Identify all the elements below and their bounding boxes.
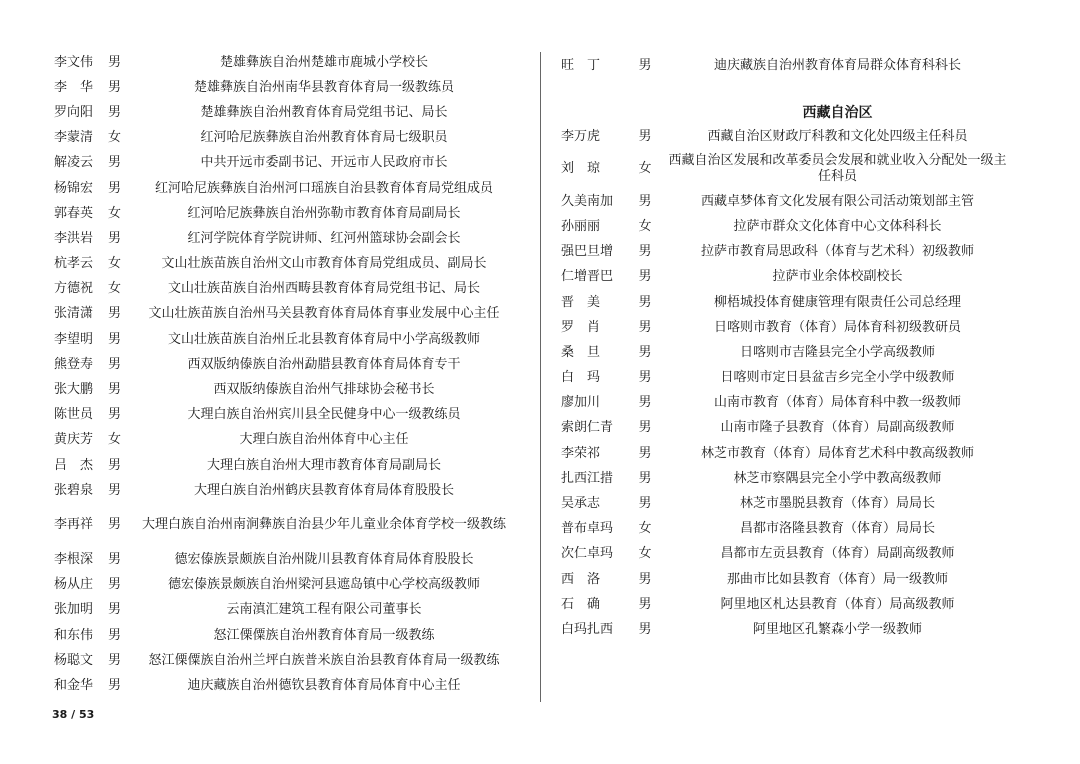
person-title: 拉萨市群众文化体育中心文体科科长: [733, 218, 942, 234]
person-name: 方德祝: [54, 281, 94, 297]
table-row: [555, 441, 1010, 466]
person-name: 杨从庄: [54, 577, 94, 593]
person-name: 刘 琼: [561, 161, 601, 177]
person-gender: 男: [108, 517, 122, 533]
table-row: [40, 50, 510, 75]
person-name: 李根深: [54, 551, 94, 567]
person-gender: 男: [108, 54, 122, 70]
person-title: 大理白族自治州南涧彝族自治县少年儿童业余体育学校一级教练: [141, 517, 506, 533]
person-name: 李 华: [54, 79, 94, 95]
person-title: 西藏自治区财政厅科教和文化处四级主任科员: [707, 128, 968, 144]
section-heading-tibet: 西藏自治区: [802, 105, 873, 121]
person-name: 白 玛: [561, 370, 601, 386]
person-name: 旺 丁: [561, 58, 601, 73]
person-gender: 女: [108, 205, 122, 221]
person-name: 杨锦宏: [54, 180, 94, 196]
table-row: [555, 149, 1010, 189]
table-row: [40, 377, 510, 402]
table-row: [40, 478, 510, 503]
person-gender: 男: [108, 627, 122, 643]
person-title: 文山壮族苗族自治州马关县教育体育局体育事业发展中心主任: [148, 306, 500, 322]
person-title: 那曲市比如县教育（体育）局一级教师: [726, 571, 948, 587]
person-title: 林芝市察隅县完全小学中教高级教师: [733, 470, 942, 486]
person-gender: 男: [638, 496, 652, 512]
table-row: [40, 352, 510, 377]
person-title: 德宏傣族景颇族自治州梁河县遮岛镇中心学校高级教师: [167, 577, 480, 593]
person-title: 昌都市左贡县教育（体育）局副高级教师: [720, 546, 955, 562]
table-row: [40, 453, 510, 478]
table-row: [555, 592, 1010, 617]
person-name: 廖加川: [561, 395, 601, 411]
person-gender: 男: [638, 596, 652, 612]
person-title: 大理白族自治州体育中心主任: [239, 432, 409, 448]
person-name: 解凌云: [54, 155, 94, 171]
person-title: 日喀则市教育（体育）局体育科初级教研员: [713, 319, 961, 335]
person-name: 杭孝云: [54, 256, 94, 272]
person-name: 和东伟: [54, 627, 94, 643]
left-column: [40, 50, 510, 699]
person-title: 阿里地区孔繁森小学一级教师: [752, 621, 922, 637]
person-gender: 男: [108, 180, 122, 196]
table-row: [555, 366, 1010, 391]
person-title: 怒江傈僳族自治州兰坪白族普米族自治县教育体育局一级教练: [148, 652, 500, 668]
person-gender: 男: [108, 104, 122, 120]
person-gender: 男: [638, 344, 652, 360]
person-gender: 男: [638, 395, 652, 411]
person-name: 仁增晋巴: [561, 269, 614, 285]
person-name: 晋 美: [561, 294, 601, 310]
person-title: 西藏自治区发展和改革委员会发展和就业收入分配处一级主任科员: [668, 153, 1007, 185]
person-name: 强巴旦增: [561, 244, 614, 260]
table-row: [40, 598, 510, 623]
person-title: 拉萨市教育局思政科（体育与艺术科）初级教师: [700, 244, 974, 260]
page-number: 38 / 53: [52, 708, 95, 721]
person-name: 李望明: [54, 331, 94, 347]
person-gender: 男: [108, 457, 122, 473]
person-name: 西 洛: [561, 571, 601, 587]
person-gender: 男: [108, 79, 122, 95]
table-row: [40, 201, 510, 226]
person-title: 大理白族自治州鹤庆县教育体育局体育股股长: [193, 482, 454, 498]
table-row: [555, 189, 1010, 214]
person-title: 迪庆藏族自治州教育体育局群众体育科科长: [713, 58, 961, 73]
person-name: 吴承志: [561, 496, 601, 512]
person-gender: 男: [108, 306, 122, 322]
person-gender: 男: [638, 445, 652, 461]
table-row: [40, 673, 510, 698]
person-gender: 女: [108, 432, 122, 448]
table-row: [40, 573, 510, 598]
person-gender: 女: [638, 546, 652, 562]
person-title: 楚雄彝族自治州南华县教育体育局一级教练员: [193, 79, 454, 95]
person-title: 西双版纳傣族自治州气排球协会秘书长: [213, 382, 435, 398]
person-title: 拉萨市业余体校副校长: [772, 269, 903, 285]
table-row: [40, 277, 510, 302]
person-gender: 男: [108, 331, 122, 347]
person-gender: 男: [108, 677, 122, 693]
person-gender: 男: [108, 407, 122, 423]
person-name: 李荣祁: [561, 445, 601, 461]
person-gender: 男: [638, 319, 652, 335]
person-title: 楚雄彝族自治州教育体育局党组书记、局长: [200, 104, 448, 120]
table-row: [555, 466, 1010, 491]
person-gender: 女: [108, 256, 122, 272]
table-row: [40, 75, 510, 100]
person-gender: 男: [108, 155, 122, 171]
person-name: 张碧泉: [54, 482, 94, 498]
person-name: 普布卓玛: [561, 521, 614, 537]
table-row: [40, 176, 510, 201]
person-name: 索朗仁青: [561, 420, 614, 436]
person-name: 李蒙清: [54, 130, 94, 146]
person-title: 昌都市洛隆县教育（体育）局局长: [739, 521, 935, 537]
table-row: [40, 302, 510, 327]
person-gender: 男: [108, 652, 122, 668]
person-gender: 男: [108, 577, 122, 593]
column-divider: [540, 52, 541, 702]
person-name: 李再祥: [54, 517, 94, 533]
table-row: [555, 315, 1010, 340]
person-title: 西藏卓梦体育文化发展有限公司活动策划部主管: [700, 193, 974, 209]
table-row: [555, 567, 1010, 592]
person-title: 大理白族自治州大理市教育体育局副局长: [206, 457, 441, 473]
table-row: [555, 214, 1010, 239]
table-row: [40, 327, 510, 352]
person-title: 西双版纳傣族自治州勐腊县教育体育局体育专干: [187, 356, 461, 372]
person-name: 李万虎: [561, 128, 601, 144]
person-title: 德宏傣族景颇族自治州陇川县教育体育局体育股股长: [174, 551, 474, 567]
person-name: 罗 肖: [561, 319, 601, 335]
person-gender: 女: [638, 218, 652, 234]
table-row: [40, 126, 510, 151]
table-row: [555, 491, 1010, 516]
person-gender: 男: [638, 128, 652, 144]
person-title: 阿里地区札达县教育（体育）局高级教师: [720, 596, 955, 612]
person-title: 迪庆藏族自治州德钦县教育体育局体育中心主任: [187, 677, 461, 693]
table-row: [40, 252, 510, 277]
table-row: [40, 151, 510, 176]
person-gender: 男: [638, 370, 652, 386]
person-gender: 男: [638, 621, 652, 637]
person-name: 熊登寿: [54, 356, 94, 372]
person-name: 和金华: [54, 677, 94, 693]
person-title: 山南市隆子县教育（体育）局副高级教师: [720, 420, 955, 436]
person-gender: 男: [638, 193, 652, 209]
table-row: [40, 623, 510, 648]
person-gender: 男: [638, 294, 652, 310]
person-name: 陈世员: [54, 407, 94, 423]
person-gender: 男: [108, 356, 122, 372]
person-title: 怒江傈僳族自治州教育体育局一级教练: [213, 627, 435, 643]
person-name: 张加明: [54, 602, 94, 618]
person-title: 日喀则市定日县盆吉乡完全小学中级教师: [720, 370, 955, 386]
person-name: 桑 旦: [561, 344, 601, 360]
person-gender: 男: [638, 470, 652, 486]
person-gender: 男: [108, 482, 122, 498]
person-name: 李文伟: [54, 54, 94, 70]
person-gender: 男: [108, 230, 122, 246]
person-name: 孙丽丽: [561, 218, 601, 234]
person-title: 文山壮族苗族自治州文山市教育体育局党组成员、副局长: [161, 256, 487, 272]
person-name: 石 确: [561, 596, 601, 612]
person-gender: 男: [638, 420, 652, 436]
table-row: [555, 50, 1010, 82]
person-name: 李洪岩: [54, 230, 94, 246]
person-gender: 男: [638, 244, 652, 260]
table-row: [555, 290, 1010, 315]
right-column: [555, 50, 1010, 643]
table-row: [555, 617, 1010, 642]
person-name: 白玛扎西: [561, 621, 614, 637]
table-row: [40, 503, 510, 547]
table-row: [555, 240, 1010, 265]
table-row: [555, 391, 1010, 416]
person-title: 中共开远市委副书记、开远市人民政府市长: [200, 155, 448, 171]
person-gender: 女: [108, 281, 122, 297]
person-title: 文山壮族苗族自治州西畴县教育体育局党组书记、局长: [167, 281, 480, 297]
person-title: 云南滇汇建筑工程有限公司董事长: [226, 602, 422, 618]
person-gender: 男: [638, 58, 652, 73]
person-title: 红河学院体育学院讲师、红河州篮球协会副会长: [187, 230, 461, 246]
table-row: [40, 403, 510, 428]
person-title: 红河哈尼族彝族自治州教育体育局七级职员: [200, 130, 448, 146]
person-gender: 男: [108, 602, 122, 618]
person-title: 林芝市墨脱县教育（体育）局局长: [739, 496, 935, 512]
person-name: 罗向阳: [54, 104, 94, 120]
person-name: 久美南加: [561, 193, 614, 209]
person-gender: 女: [638, 521, 652, 537]
table-row: [555, 265, 1010, 290]
person-gender: 男: [638, 571, 652, 587]
table-row: [555, 340, 1010, 365]
table-row: [40, 547, 510, 572]
person-title: 文山壮族苗族自治州丘北县教育体育局中小学高级教师: [167, 331, 480, 347]
person-gender: 男: [638, 269, 652, 285]
table-row: [555, 517, 1010, 542]
person-name: 张大鹏: [54, 382, 94, 398]
person-title: 日喀则市吉隆县完全小学高级教师: [739, 344, 935, 360]
table-row: [40, 226, 510, 251]
table-row: [40, 428, 510, 453]
person-title: 楚雄彝族自治州楚雄市鹿城小学校长: [219, 54, 428, 70]
person-title: 柳梧城投体育健康管理有限责任公司总经理: [713, 294, 961, 310]
table-row: [40, 100, 510, 125]
person-name: 张清潇: [54, 306, 94, 322]
person-name: 杨聪文: [54, 652, 94, 668]
table-row: [555, 416, 1010, 441]
person-title: 山南市教育（体育）局体育科中教一级教师: [713, 395, 961, 411]
person-name: 郭春英: [54, 205, 94, 221]
person-title: 林芝市教育（体育）局体育艺术科中教高级教师: [700, 445, 974, 461]
person-name: 吕 杰: [54, 457, 94, 473]
person-title: 红河哈尼族彝族自治州弥勒市教育体育局副局长: [187, 205, 461, 221]
table-row: [40, 648, 510, 673]
person-title: 大理白族自治州宾川县全民健身中心一级教练员: [187, 407, 461, 423]
person-name: 黄庆芳: [54, 432, 94, 448]
person-title: 红河哈尼族彝族自治州河口瑶族自治县教育体育局党组成员: [154, 180, 493, 196]
table-row: [555, 542, 1010, 567]
person-gender: 男: [108, 551, 122, 567]
person-gender: 女: [108, 130, 122, 146]
table-row: [555, 124, 1010, 149]
person-gender: 女: [638, 161, 652, 177]
person-name: 扎西江措: [561, 470, 614, 486]
person-gender: 男: [108, 382, 122, 398]
person-name: 次仁卓玛: [561, 546, 614, 562]
